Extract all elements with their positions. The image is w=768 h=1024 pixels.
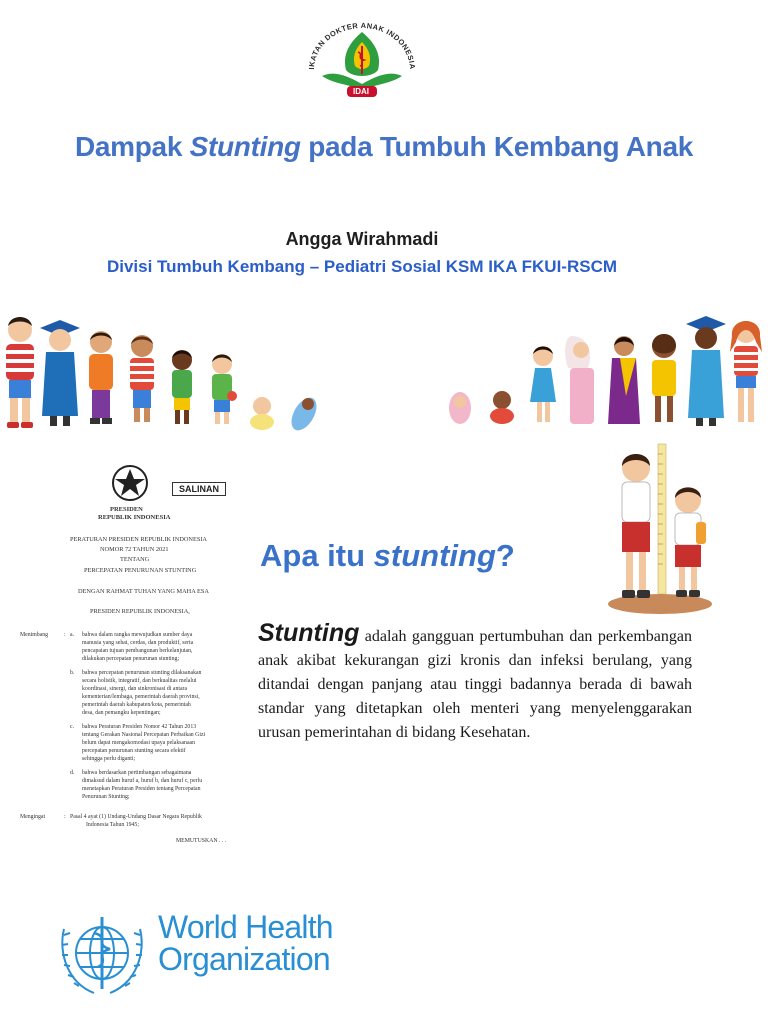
perpres-item-line: secara holistik, integratif, dan berkualitas melalui	[82, 678, 197, 684]
question-post: ?	[495, 538, 515, 573]
who-line-1: World Health	[158, 909, 333, 945]
perpres-item-line: koordinasi, sinergi, dan sinkronisasi di antara	[82, 686, 188, 692]
perpres-document: SALINAN PRESIDEN REPUBLIK INDONESIA PERATURAN PRESIDEN REPUBLIK INDONESIA NOMOR 72 TAHUN 2021 TENTANG PERCEPATAN PENURUNAN STUNTING DENGAN RAHMAT TUHAN YANG MAHA ESA PRESIDEN REPUBLIK INDONESIA, Menimbang : a. bahwa dalam rangka mewujudkan sumber daya manusia yang sehat, cerdas, dan produktif, serta pencapaian tujuan pembangunan berkelanjutan, dilakukan percepatan penurunan stunting; b. bahwa percepatan penurunan stunting dilaksanakan secara holistik, integratif, dan berkualitas melalui koordinasi, sinergi, dan sinkronisasi di antara kementerian/lembaga, pemerintah daerah provinsi, pemerintah daerah kabupaten/kota, pemerintah desa, dan pemangku kepentingan; c. bahwa Peraturan Presiden Nomor 42 Tahun 2013 tentang Gerakan Nasional Percepatan Perbaikan Gizi belum dapat mengakomodasi upaya pelaksanaan percepatan penurunan stunting secara efektif sehingga perlu diganti; d. bahwa berdasarkan pertimbangan sebagaimana dimaksud dalam huruf a, huruf b, dan huruf c, perlu menetapkan Peraturan Presiden tentang Percepatan Penurunan Stunting; Mengingat : Pasal 4 ayat (1) Undang-Undang Dasar Negara Republik Indonesia Tahun 1945; MEMUTUSKAN . . .	[20, 462, 238, 850]
perpres-item-line: tentang Gerakan Nasional Percepatan Perbaikan Gizi	[82, 732, 206, 738]
perpres-memutuskan: MEMUTUSKAN . . .	[176, 838, 227, 844]
perpres-item-line: pencapaian tujuan pembangunan berkelanjutan,	[82, 648, 193, 654]
idai-logo	[300, 18, 424, 102]
perpres-item-line: belum dapat mengakomodasi upaya pelaksanaan	[82, 740, 195, 746]
perpres-item-line: bahwa percepatan penurunan stunting dilaksanakan	[82, 670, 202, 676]
perpres-item-line: dimaksud dalam huruf a, huruf b, dan huruf c, perlu	[82, 778, 203, 784]
height-measure-illustration-icon	[602, 440, 722, 622]
title-pre: Dampak	[74, 131, 190, 162]
perpres-mengingat-line-1: Pasal 4 ayat (1) Undang-Undang Dasar Negara Republik	[70, 814, 202, 820]
perpres-republik: REPUBLIK INDONESIA	[98, 514, 171, 521]
perpres-item-line: Penurunan Stunting;	[82, 794, 130, 800]
perpres-heading: PERATURAN PRESIDEN REPUBLIK INDONESIA	[70, 536, 207, 543]
idai-arc-text: IKATAN DOKTER ANAK INDONESIA	[306, 20, 418, 70]
presentation-title	[0, 131, 768, 163]
stunting-definition	[258, 621, 692, 745]
division-name: Divisi Tumbuh Kembang – Pediatri Sosial KSM IKA FKUI-RSCM	[106, 257, 618, 276]
perpres-menimbang: Menimbang	[20, 632, 49, 638]
question-italic: stunting	[373, 538, 496, 573]
question-pre: Apa itu	[260, 538, 374, 573]
who-emblem-icon	[54, 909, 150, 999]
perpres-item-line: pemerintah daerah kabupaten/kota, pemerintah	[82, 702, 191, 708]
perpres-nomor: NOMOR 72 TAHUN 2021	[100, 546, 169, 553]
title-post: pada Tumbuh Kembang Anak	[300, 131, 694, 162]
perpres-item-letter: c.	[70, 724, 75, 730]
perpres-item-line: dilakukan percepatan penurunan stunting;	[82, 656, 180, 662]
author-name: Angga Wirahmadi	[285, 229, 439, 249]
perpres-item-line: menetapkan Peraturan Presiden tentang Percepatan	[82, 786, 201, 792]
garuda-emblem-icon	[110, 464, 150, 502]
perpres-item-line: manusia yang sehat, cerdas, dan produktif, serta	[82, 640, 194, 646]
children-illustration-right-icon	[440, 312, 768, 434]
perpres-item-letter: d.	[70, 770, 75, 776]
who-line-2: Organization	[158, 941, 330, 977]
perpres-presiden-ri: PRESIDEN REPUBLIK INDONESIA,	[90, 608, 190, 615]
who-logo	[54, 905, 344, 1001]
definition-text: adalah gangguan pertumbuhan dan perkembangan anak akibat kekurangan gizi kronis dan infeksi berulang, yang ditandai dengan panjang atau tinggi badannya berada di bawah standar yang ditetapkan oleh menteri yang menyelenggarakan urusan pemerintahan di bidang Kesehatan.	[258, 628, 692, 741]
children-illustration-left-icon	[0, 312, 330, 434]
perpres-tentang: TENTANG	[120, 556, 150, 563]
perpres-item-line: kementerian/lembaga, pemerintah daerah provinsi,	[82, 694, 200, 700]
definition-term: Stunting	[258, 619, 360, 647]
perpres-item-line: bahwa Peraturan Presiden Nomor 42 Tahun 2013	[82, 724, 197, 730]
perpres-item-line: bahwa dalam rangka mewujudkan sumber daya	[82, 632, 193, 638]
perpres-subject: PERCEPATAN PENURUNAN STUNTING	[84, 567, 197, 574]
perpres-mengingat-line-2: Indonesia Tahun 1945;	[86, 822, 139, 828]
salinan-stamp: SALINAN	[172, 482, 226, 496]
perpres-item-line: sehingga perlu diganti;	[82, 756, 136, 762]
perpres-item-line: desa, dan pemangku kepentingan;	[82, 710, 161, 716]
question-heading	[260, 538, 515, 574]
perpres-presiden: PRESIDEN	[110, 506, 143, 513]
title-italic: Stunting	[189, 131, 301, 162]
perpres-rahmat: DENGAN RAHMAT TUHAN YANG MAHA ESA	[78, 588, 209, 595]
who-wordmark	[158, 911, 333, 975]
perpres-mengingat: Mengingat	[20, 814, 46, 820]
idai-abbr-label: IDAI	[350, 87, 372, 96]
perpres-item-letter: b.	[70, 670, 75, 676]
perpres-item-line: percepatan penurunan stunting secara efektif	[82, 748, 186, 754]
perpres-item-letter: a.	[70, 632, 75, 638]
perpres-item-line: bahwa berdasarkan pertimbangan sebagaimana	[82, 770, 192, 776]
